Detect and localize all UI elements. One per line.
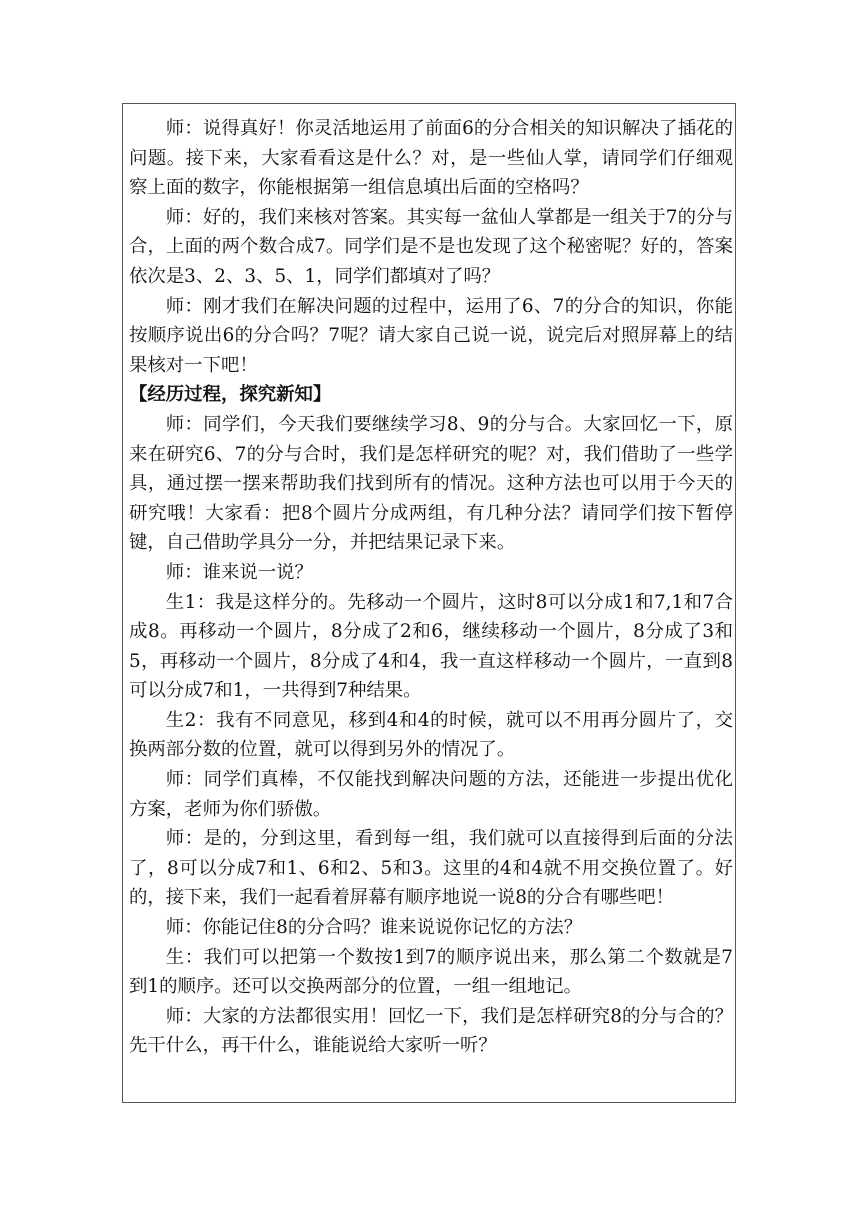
- paragraph-student-2: 生2：我有不同意见，移到4和4的时候，就可以不用再分圆片了，交换两部分数的位置，就可以得到另外的情况了。: [129, 709, 733, 761]
- paragraph-review-6-7: 师：刚才我们在解决问题的过程中，运用了6、7的分合的知识，你能按顺序说出6的分合吗？7呢？请大家自己说一说，说完后对照屏幕上的结果核对一下吧！: [129, 295, 733, 376]
- paragraph-answer-check: 师：好的，我们来核对答案。其实每一盆仙人掌都是一组关于7的分与合，上面的两个数合成7。同学们是不是也发现了这个秘密呢？好的，答案依次是3、2、3、5、1，同学们都填对了吗？: [129, 206, 733, 287]
- paragraph-student-1: 生1：我是这样分的。先移动一个圆片，这时8可以分成1和7,1和7合成8。再移动一个圆片，8分成了2和6，继续移动一个圆片，8分成了3和5，再移动一个圆片，8分成了4和4，我一直这样移动一个圆片，一直到8可以分成7和1，一共得到7种结果。: [129, 591, 733, 702]
- section-heading: 【经历过程，探究新知】: [129, 384, 332, 406]
- lesson-text: [129, 114, 733, 1061]
- paragraph-memory-question: 师：你能记住8的分合吗？谁来说说你记忆的方法？: [165, 917, 583, 939]
- paragraph-student-memory: 生：我们可以把第一个数按1到7的顺序说出来，那么第二个数就是7到1的顺序。还可以交换两部分的位置，一组一组地记。: [129, 946, 733, 998]
- paragraph-teacher-recap: 师：大家的方法都很实用！回忆一下，我们是怎样研究8的分与合的？先干什么，再干什么，谁能说给大家听一听？: [129, 1005, 733, 1057]
- paragraph-teacher-proud: 师：同学们真棒，不仅能找到解决问题的方法，还能进一步提出优化方案，老师为你们骄傲。: [129, 769, 733, 820]
- paragraph-teacher-praise: 师：说得真好！你灵活地运用了前面6的分合相关的知识解决了插花的问题。接下来，大家看看这是什么？对，是一些仙人掌，请同学们仔细观察上面的数字，你能根据第一组信息填出后面的空格吗？: [129, 118, 733, 199]
- paragraph-teacher-summary: 师：是的，分到这里，看到每一组，我们就可以直接得到后面的分法了，8可以分成7和1、6和2、5和3。这里的4和4就不用交换位置了。好的，接下来，我们一起看着屏幕有顺序地说一说8的分合有哪些吧！: [129, 828, 733, 909]
- paragraph-intro-8-9: 师：同学们，今天我们要继续学习8、9的分与合。大家回忆一下，原来在研究6、7的分与合时，我们是怎样研究的呢？对，我们借助了一些学具，通过摆一摆来帮助我们找到所有的情况。这种方法也可以用于今天的研究哦！大家看：把8个圆片分成两组，有几种分法？请同学们按下暂停键，自己借助学具分一分，并把结果记录下来。: [129, 413, 733, 554]
- paragraph-who-says: 师：谁来说一说？: [165, 561, 313, 583]
